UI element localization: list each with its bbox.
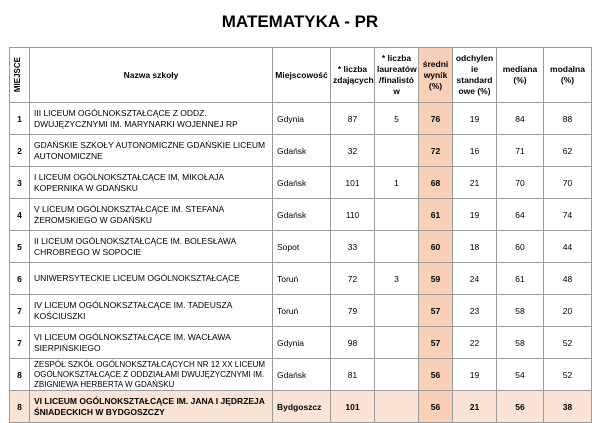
- cell-laureates: [375, 391, 419, 423]
- cell-avg: 72: [419, 135, 453, 167]
- table-row: [10, 199, 592, 231]
- header-name: Nazwa szkoły: [30, 48, 273, 103]
- cell-modal: 38: [544, 391, 592, 423]
- cell-modal: 52: [544, 327, 592, 359]
- cell-laureates: 5: [375, 103, 419, 135]
- header-laureates: * liczba laureatów /finalistó w: [375, 48, 419, 103]
- cell-name: IV LICEUM OGÓLNOKSZTAŁCĄCE IM. TADEUSZA KOŚCIUSZKI: [30, 295, 273, 327]
- cell-laureates: [375, 199, 419, 231]
- cell-modal: 52: [544, 359, 592, 391]
- cell-name: II LICEUM OGÓLNOKSZTAŁCĄCE IM. BOLESŁAWA CHROBREGO W SOPOCIE: [30, 231, 273, 263]
- cell-modal: 70: [544, 167, 592, 199]
- cell-city: Bydgoszcz: [273, 391, 331, 423]
- cell-stddev: 16: [453, 135, 497, 167]
- cell-name: ZESPÓŁ SZKÓŁ OGÓLNOKSZTAŁCĄCYCH NR 12 XX LICEUM OGÓLNOKSZTAŁCĄCE Z ODDZIAŁAMI DWUJĘZYCZNYMI IM. ZBIGNIEWA HERBERTA W GDAŃSKU: [30, 359, 273, 391]
- cell-stddev: 19: [453, 199, 497, 231]
- table-row: [10, 167, 592, 199]
- cell-laureates: [375, 295, 419, 327]
- header-stddev: odchylen ie standard owe (%): [453, 48, 497, 103]
- table-row: [10, 263, 592, 295]
- cell-place: 4: [10, 199, 30, 231]
- cell-city: Gdynia: [273, 327, 331, 359]
- cell-laureates: [375, 135, 419, 167]
- cell-stddev: 24: [453, 263, 497, 295]
- cell-students: 81: [331, 359, 375, 391]
- cell-stddev: 22: [453, 327, 497, 359]
- cell-median: 56: [497, 391, 544, 423]
- cell-city: Gdynia: [273, 103, 331, 135]
- cell-stddev: 19: [453, 359, 497, 391]
- cell-stddev: 23: [453, 295, 497, 327]
- cell-name: V LICEUM OGÓLNOKSZTAŁCĄCE IM. STEFANA ŻEROMSKIEGO W GDAŃSKU: [30, 199, 273, 231]
- cell-stddev: 18: [453, 231, 497, 263]
- cell-place: 2: [10, 135, 30, 167]
- cell-modal: 88: [544, 103, 592, 135]
- cell-city: Gdańsk: [273, 199, 331, 231]
- page-title: MATEMATYKA - PR: [221, 12, 379, 31]
- cell-avg: 76: [419, 103, 453, 135]
- cell-avg: 68: [419, 167, 453, 199]
- cell-place: 6: [10, 263, 30, 295]
- cell-laureates: [375, 231, 419, 263]
- cell-median: 61: [497, 263, 544, 295]
- table-row: [10, 135, 592, 167]
- cell-place: 7: [10, 295, 30, 327]
- cell-students: 87: [331, 103, 375, 135]
- cell-students: 72: [331, 263, 375, 295]
- cell-name: VI LICEUM OGÓLNOKSZTAŁCĄCE IM. JANA I JĘDRZEJA ŚNIADECKICH W BYDGOSZCZY: [30, 391, 273, 423]
- header-row: [10, 48, 592, 103]
- cell-students: 101: [331, 391, 375, 423]
- cell-place: 8: [10, 359, 30, 391]
- header-median: mediana (%): [497, 48, 544, 103]
- cell-students: 32: [331, 135, 375, 167]
- cell-median: 58: [497, 295, 544, 327]
- cell-name: GDAŃSKIE SZKOŁY AUTONOMICZNE GDAŃSKIE LICEUM AUTONOMICZNE: [30, 135, 273, 167]
- cell-modal: 20: [544, 295, 592, 327]
- cell-place: 3: [10, 167, 30, 199]
- cell-modal: 74: [544, 199, 592, 231]
- results-table: [9, 47, 592, 423]
- cell-city: Toruń: [273, 295, 331, 327]
- cell-students: 101: [331, 167, 375, 199]
- cell-name: I LICEUM OGÓLNOKSZTAŁCĄCE IM. MIKOŁAJA KOPERNIKA W GDAŃSKU: [30, 167, 273, 199]
- header-city: Miejscowość: [273, 48, 331, 103]
- cell-stddev: 21: [453, 391, 497, 423]
- cell-avg: 57: [419, 295, 453, 327]
- cell-avg: 57: [419, 327, 453, 359]
- cell-stddev: 21: [453, 167, 497, 199]
- cell-city: Sopot: [273, 231, 331, 263]
- cell-laureates: [375, 327, 419, 359]
- cell-laureates: [375, 359, 419, 391]
- cell-avg: 61: [419, 199, 453, 231]
- cell-city: Gdańsk: [273, 167, 331, 199]
- cell-city: Gdańsk: [273, 135, 331, 167]
- cell-place: 5: [10, 231, 30, 263]
- cell-median: 54: [497, 359, 544, 391]
- cell-laureates: 1: [375, 167, 419, 199]
- cell-place: 8: [10, 391, 30, 423]
- cell-place: 1: [10, 103, 30, 135]
- cell-modal: 48: [544, 263, 592, 295]
- cell-median: 71: [497, 135, 544, 167]
- cell-avg: 60: [419, 231, 453, 263]
- cell-city: Gdańsk: [273, 359, 331, 391]
- header-place: MIEJSCE: [10, 48, 30, 103]
- cell-avg: 56: [419, 359, 453, 391]
- cell-students: 33: [331, 231, 375, 263]
- cell-students: 110: [331, 199, 375, 231]
- cell-name: UNIWERSYTECKIE LICEUM OGÓLNOKSZTAŁCĄCE: [30, 263, 273, 295]
- cell-city: Toruń: [273, 263, 331, 295]
- table-row-highlighted: [10, 391, 592, 423]
- cell-median: 64: [497, 199, 544, 231]
- cell-modal: 44: [544, 231, 592, 263]
- table-row: [10, 231, 592, 263]
- cell-median: 70: [497, 167, 544, 199]
- cell-avg: 59: [419, 263, 453, 295]
- cell-modal: 62: [544, 135, 592, 167]
- cell-avg: 56: [419, 391, 453, 423]
- cell-median: 60: [497, 231, 544, 263]
- cell-students: 79: [331, 295, 375, 327]
- header-students: * liczba zdających: [331, 48, 375, 103]
- table-row: [10, 359, 592, 391]
- header-modal: modalna (%): [544, 48, 592, 103]
- table-row: [10, 295, 592, 327]
- table-row: [10, 103, 592, 135]
- cell-laureates: 3: [375, 263, 419, 295]
- cell-name: VI LICEUM OGÓLNOKSZTAŁCĄCE IM. WACŁAWA SIERPIŃSKIEGO: [30, 327, 273, 359]
- cell-stddev: 19: [453, 103, 497, 135]
- cell-students: 98: [331, 327, 375, 359]
- cell-place: 7: [10, 327, 30, 359]
- cell-median: 84: [497, 103, 544, 135]
- cell-median: 58: [497, 327, 544, 359]
- table-row: [10, 327, 592, 359]
- cell-name: III LICEUM OGÓLNOKSZTAŁCĄCE Z ODDZ. DWUJĘZYCZNYMI IM. MARYNARKI WOJENNEJ RP: [30, 103, 273, 135]
- header-avg: średni wynik (%): [419, 48, 453, 103]
